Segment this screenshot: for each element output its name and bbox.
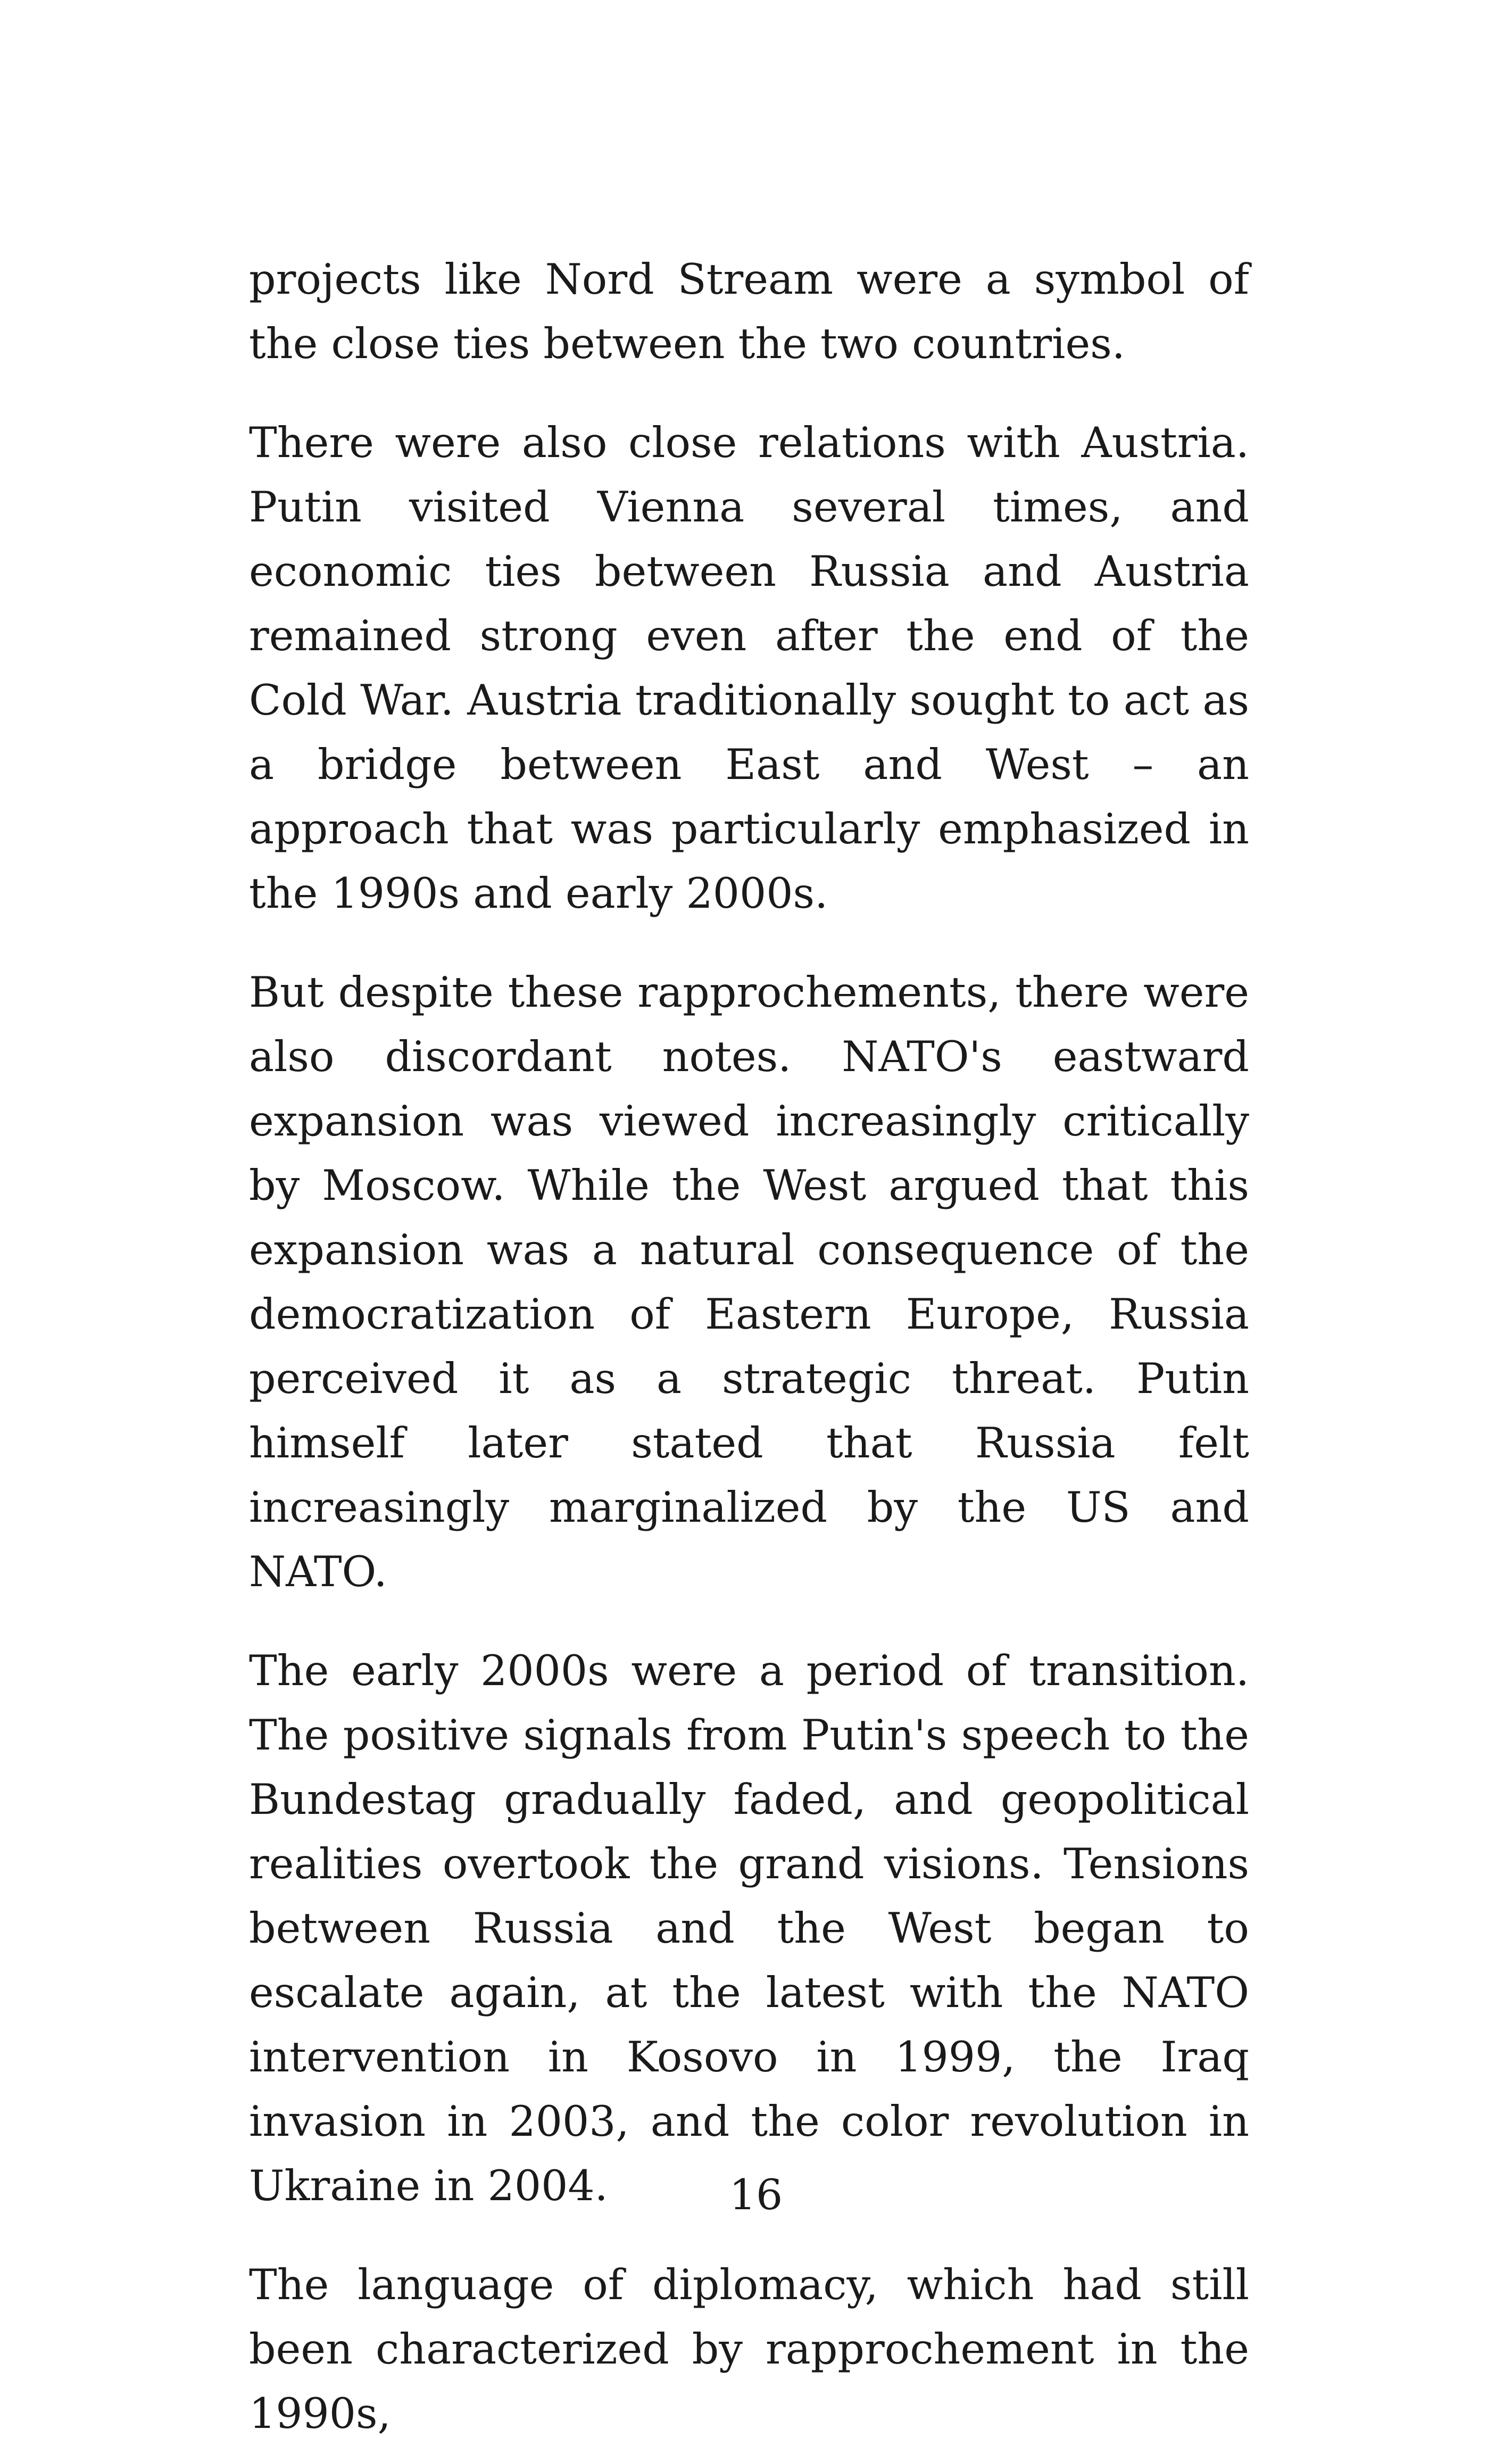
page-number: 16 xyxy=(729,2170,783,2219)
paragraph: projects like Nord Stream were a symbol of the close ties between the two countries. xyxy=(249,255,1249,368)
paragraph: But despite these rapprochements, there were also discordant notes. NATO's eastward expansion was viewed increasingly critically by Moscow. While the West argued that this expansion was a natural consequence of the democratization of Eastern Europe, Russia perceived it as a strategic threat. Putin himself later stated that Russia felt increasingly marginalized by the US and NATO. xyxy=(249,968,1249,1596)
paragraph: There were also close relations with Austria. Putin visited Vienna several times, and economic ties between Russia and Austria remained strong even after the end of the Cold War. Austria traditionally sought to act as a bridge between East and West – an approach that was particularly emphasized in the 1990s and early 2000s. xyxy=(249,418,1249,918)
body-text xyxy=(249,247,1249,2446)
paragraph: The early 2000s were a period of transition. The positive signals from Putin's speech to the Bundestag gradually faded, and geopolitical realities overtook the grand visions. Tensions between Russia and the West began to escalate again, at the latest with the NATO intervention in Kosovo in 1999, the Iraq invasion in 2003, and the color revolution in Ukraine in 2004. xyxy=(249,1646,1249,2210)
paragraph: The language of diplomacy, which had still been characterized by rapprochement in the 1990s, xyxy=(249,2260,1249,2438)
